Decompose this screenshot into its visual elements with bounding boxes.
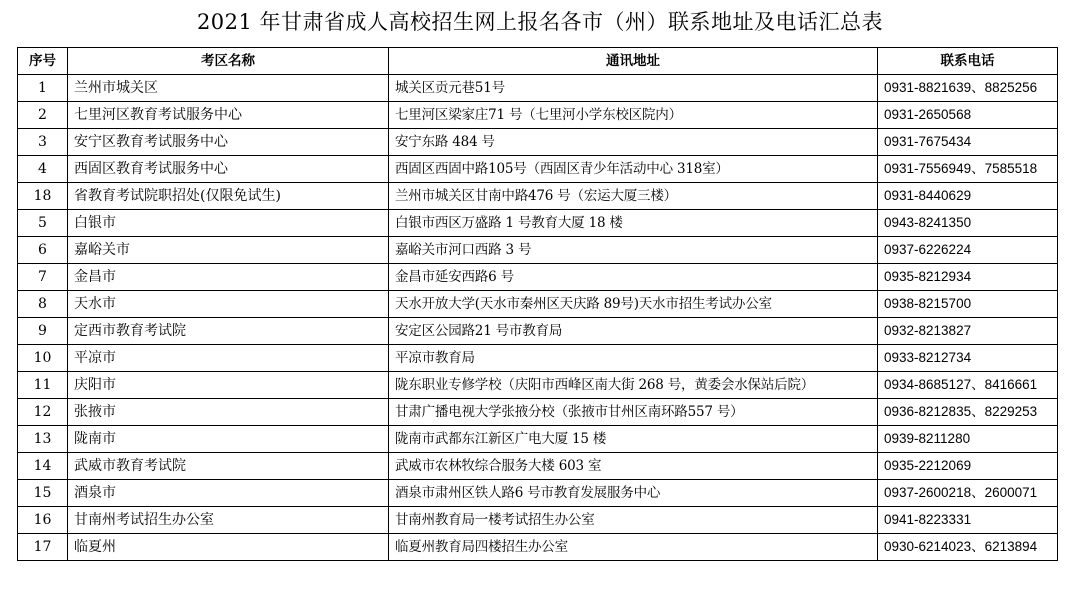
serial-number-cell: 15 [18,480,68,507]
contact-phone-cell: 0941-8223331 [878,507,1058,534]
exam-area-name-cell: 酒泉市 [68,480,389,507]
mailing-address-cell: 甘南州教育局一楼考试招生办公室 [389,507,878,534]
serial-number-cell: 13 [18,426,68,453]
exam-area-name-cell: 七里河区教育考试服务中心 [68,102,389,129]
serial-number-cell: 12 [18,399,68,426]
table-row [18,210,1058,237]
exam-area-name-cell: 张掖市 [68,399,389,426]
contact-phone-cell: 0931-7556949、7585518 [878,156,1058,183]
header-contact-phone: 联系电话 [878,48,1058,75]
serial-number-cell: 18 [18,183,68,210]
contact-phone-cell: 0932-8213827 [878,318,1058,345]
serial-number-cell: 16 [18,507,68,534]
table-row [18,75,1058,102]
contact-phone-cell: 0935-8212934 [878,264,1058,291]
exam-area-name-cell: 甘南州考试招生办公室 [68,507,389,534]
exam-area-name-cell: 平凉市 [68,345,389,372]
table-body [18,75,1058,561]
mailing-address-cell: 兰州市城关区甘南中路476 号（宏运大厦三楼） [389,183,878,210]
mailing-address-cell: 城关区贡元巷51号 [389,75,878,102]
header-serial-number: 序号 [18,48,68,75]
serial-number-cell: 17 [18,534,68,561]
mailing-address-cell: 武威市农林牧综合服务大楼 603 室 [389,453,878,480]
mailing-address-cell: 白银市西区万盛路 1 号教育大厦 18 楼 [389,210,878,237]
serial-number-cell: 14 [18,453,68,480]
table-row [18,156,1058,183]
table-row [18,237,1058,264]
serial-number-cell: 8 [18,291,68,318]
serial-number-cell: 2 [18,102,68,129]
serial-number-cell: 11 [18,372,68,399]
serial-number-cell: 5 [18,210,68,237]
table-row [18,426,1058,453]
serial-number-cell: 9 [18,318,68,345]
contact-phone-cell: 0931-8821639、8825256 [878,75,1058,102]
contact-summary-table [17,47,1058,561]
mailing-address-cell: 安定区公园路21 号市教育局 [389,318,878,345]
serial-number-cell: 6 [18,237,68,264]
table-row [18,318,1058,345]
contact-phone-cell: 0939-8211280 [878,426,1058,453]
serial-number-cell: 10 [18,345,68,372]
contact-phone-cell: 0938-8215700 [878,291,1058,318]
contact-phone-cell: 0937-6226224 [878,237,1058,264]
table-row [18,264,1058,291]
mailing-address-cell: 甘肃广播电视大学张掖分校（张掖市甘州区南环路557 号） [389,399,878,426]
exam-area-name-cell: 金昌市 [68,264,389,291]
exam-area-name-cell: 省教育考试院职招处(仅限免试生) [68,183,389,210]
contact-phone-cell: 0937-2600218、2600071 [878,480,1058,507]
contact-phone-cell: 0933-8212734 [878,345,1058,372]
mailing-address-cell: 平凉市教育局 [389,345,878,372]
contact-phone-cell: 0931-7675434 [878,129,1058,156]
mailing-address-cell: 酒泉市肃州区铁人路6 号市教育发展服务中心 [389,480,878,507]
table-row [18,345,1058,372]
table-row [18,372,1058,399]
table-row [18,291,1058,318]
exam-area-name-cell: 嘉峪关市 [68,237,389,264]
contact-phone-cell: 0943-8241350 [878,210,1058,237]
mailing-address-cell: 安宁东路 484 号 [389,129,878,156]
table-row [18,183,1058,210]
mailing-address-cell: 天水开放大学(天水市秦州区天庆路 89号)天水市招生考试办公室 [389,291,878,318]
exam-area-name-cell: 定西市教育考试院 [68,318,389,345]
exam-area-name-cell: 临夏州 [68,534,389,561]
table-row [18,480,1058,507]
serial-number-cell: 1 [18,75,68,102]
header-mailing-address: 通讯地址 [389,48,878,75]
mailing-address-cell: 西固区西固中路105号（西固区青少年活动中心 318室） [389,156,878,183]
exam-area-name-cell: 兰州市城关区 [68,75,389,102]
mailing-address-cell: 金昌市延安西路6 号 [389,264,878,291]
exam-area-name-cell: 安宁区教育考试服务中心 [68,129,389,156]
serial-number-cell: 4 [18,156,68,183]
table-row [18,507,1058,534]
serial-number-cell: 7 [18,264,68,291]
table-header-row [18,48,1058,75]
document-title: 2021 年甘肃省成人高校招生网上报名各市（州）联系地址及电话汇总表 [196,10,884,34]
mailing-address-cell: 七里河区梁家庄71 号（七里河小学东校区院内） [389,102,878,129]
contact-phone-cell: 0936-8212835、8229253 [878,399,1058,426]
contact-phone-cell: 0930-6214023、6213894 [878,534,1058,561]
contact-phone-cell: 0934-8685127、8416661 [878,372,1058,399]
mailing-address-cell: 陇东职业专修学校（庆阳市西峰区南大街 268 号，黄委会水保站后院） [389,372,878,399]
table-row [18,129,1058,156]
table-row [18,534,1058,561]
mailing-address-cell: 临夏州教育局四楼招生办公室 [389,534,878,561]
table-row [18,453,1058,480]
exam-area-name-cell: 武威市教育考试院 [68,453,389,480]
table-row [18,399,1058,426]
contact-phone-cell: 0935-2212069 [878,453,1058,480]
exam-area-name-cell: 白银市 [68,210,389,237]
mailing-address-cell: 嘉峪关市河口西路 3 号 [389,237,878,264]
table-row [18,102,1058,129]
mailing-address-cell: 陇南市武都东江新区广电大厦 15 楼 [389,426,878,453]
header-exam-area-name: 考区名称 [68,48,389,75]
exam-area-name-cell: 西固区教育考试服务中心 [68,156,389,183]
exam-area-name-cell: 天水市 [68,291,389,318]
contact-phone-cell: 0931-2650568 [878,102,1058,129]
exam-area-name-cell: 陇南市 [68,426,389,453]
serial-number-cell: 3 [18,129,68,156]
exam-area-name-cell: 庆阳市 [68,372,389,399]
contact-phone-cell: 0931-8440629 [878,183,1058,210]
